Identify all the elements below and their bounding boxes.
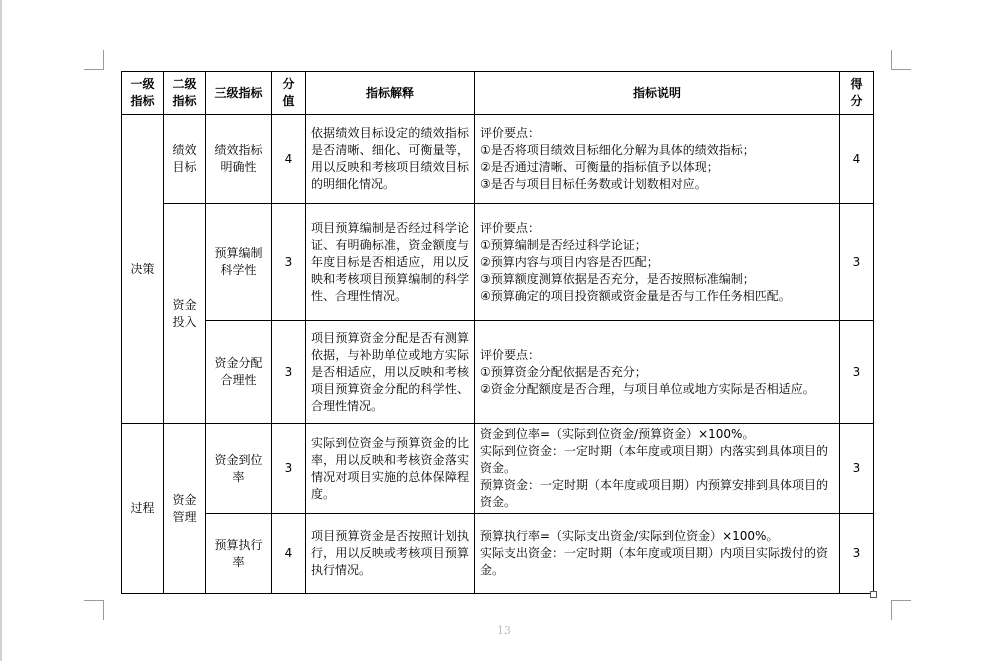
crop-mark-bottom-right-v <box>891 600 892 620</box>
crop-mark-bottom-left-h <box>84 600 104 601</box>
row-score: 3 <box>840 321 874 424</box>
table-row <box>122 204 874 321</box>
row-weight: 3 <box>272 424 306 514</box>
row-description: 评价要点： ①是否将项目绩效目标细化分解为具体的绩效指标； ②是否通过清晰、可衡量的指标值予以体现； ③是否与项目目标任务数或计划数相对应。 <box>475 115 840 204</box>
header-description: 指标说明 <box>475 72 840 115</box>
row-score: 3 <box>840 424 874 514</box>
crop-mark-top-left-v <box>103 50 104 70</box>
group-process: 过程 <box>122 424 164 594</box>
header-explanation: 指标解释 <box>306 72 475 115</box>
row-weight: 3 <box>272 204 306 321</box>
row-level3: 预算执行 率 <box>206 514 272 594</box>
row-description: 预算执行率=（实际支出资金/实际到位资金）×100%。 实际支出资金：一定时期（本年度或项目期）内项目实际拨付的资金。 <box>475 514 840 594</box>
row-level3: 预算编制 科学性 <box>206 204 272 321</box>
row-score: 3 <box>840 514 874 594</box>
row-score: 3 <box>840 204 874 321</box>
group-funding: 资金 投入 <box>164 204 206 424</box>
header-score: 得 分 <box>840 72 874 115</box>
row-description: 资金到位率=（实际到位资金/预算资金）×100%。 实际到位资金：一定时期（本年度或项目期）内落实到具体项目的资金。 预算资金：一定时期（本年度或项目期）内预算安排到具体项目的资金。 <box>475 424 840 514</box>
table-row <box>122 321 874 424</box>
table-resize-handle[interactable] <box>870 591 877 598</box>
row-explanation: 项目预算资金分配是否有测算依据，与补助单位或地方实际是否相适应，用以反映和考核项目预算资金分配的科学性、合理性情况。 <box>306 321 475 424</box>
group-decision: 决策 <box>122 115 164 424</box>
row-description: 评价要点： ①预算编制是否经过科学论证； ②预算内容与项目内容是否匹配； ③预算额度测算依据是否充分，是否按照标准编制； ④预算确定的项目投资额或资金量是否与工作任务相匹配。 <box>475 204 840 321</box>
header-weight: 分 值 <box>272 72 306 115</box>
group-management: 资金 管理 <box>164 424 206 594</box>
crop-mark-bottom-right-h <box>891 600 911 601</box>
row-level3: 资金分配 合理性 <box>206 321 272 424</box>
table-row <box>122 514 874 594</box>
row-level3: 绩效指标 明确性 <box>206 115 272 204</box>
crop-mark-top-right-v <box>891 50 892 70</box>
header-level2: 二级 指标 <box>164 72 206 115</box>
page-left-edge <box>0 0 2 661</box>
row-score: 4 <box>840 115 874 204</box>
crop-mark-top-left-h <box>84 69 104 70</box>
row-weight: 4 <box>272 514 306 594</box>
crop-mark-bottom-left-v <box>103 600 104 620</box>
crop-mark-top-right-h <box>891 69 911 70</box>
row-explanation: 项目预算编制是否经过科学论证、有明确标准，资金额度与年度目标是否相适应，用以反映和考核项目预算编制的科学性、合理性情况。 <box>306 204 475 321</box>
row-description: 评价要点： ①预算资金分配依据是否充分； ②资金分配额度是否合理，与项目单位或地方实际是否相适应。 <box>475 321 840 424</box>
header-level3: 三级指标 <box>206 72 272 115</box>
indicator-table <box>121 71 874 594</box>
row-level3: 资金到位 率 <box>206 424 272 514</box>
group-target: 绩效 目标 <box>164 115 206 204</box>
row-weight: 3 <box>272 321 306 424</box>
table-row <box>122 115 874 204</box>
row-explanation: 项目预算资金是否按照计划执行，用以反映或考核项目预算执行情况。 <box>306 514 475 594</box>
header-level1: 一级 指标 <box>122 72 164 115</box>
table-row <box>122 424 874 514</box>
header-row <box>122 72 874 115</box>
page-number: 13 <box>497 624 511 637</box>
row-explanation: 依据绩效目标设定的绩效指标是否清晰、细化、可衡量等，用以反映和考核项目绩效目标的明细化情况。 <box>306 115 475 204</box>
row-explanation: 实际到位资金与预算资金的比率，用以反映和考核资金落实情况对项目实施的总体保障程度。 <box>306 424 475 514</box>
row-weight: 4 <box>272 115 306 204</box>
